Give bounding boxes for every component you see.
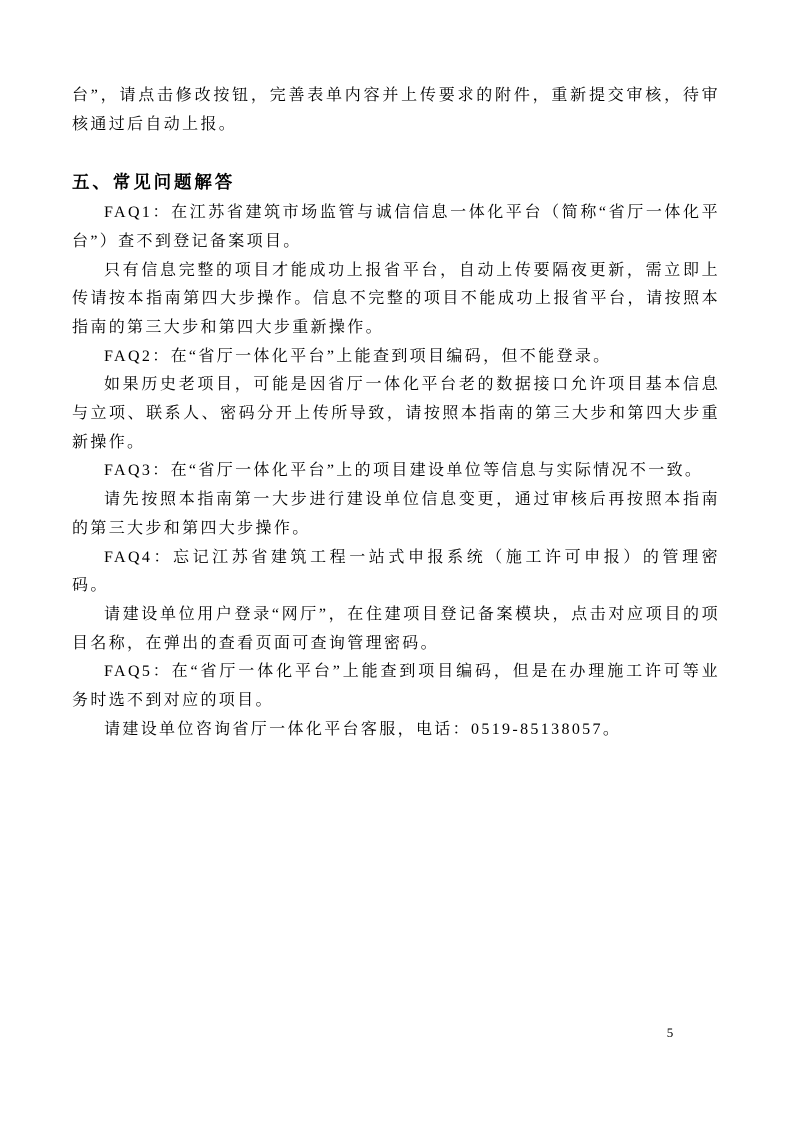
faq4-question: FAQ4：忘记江苏省建筑工程一站式申报系统（施工许可申报）的管理密码。	[72, 548, 720, 595]
document-body	[72, 82, 720, 744]
faq1-question: FAQ1：在江苏省建筑市场监管与诚信信息一体化平台（简称“省厅一体化平台”）查不到登记备案项目。	[72, 204, 720, 250]
faq2-question: FAQ2：在“省厅一体化平台”上能查到项目编码，但不能登录。	[104, 347, 612, 365]
faq1-answer: 只有信息完整的项目才能成功上报省平台，自动上传要隔夜更新，需立即上传请按本指南第四大步操作。信息不完整的项目不能成功上报省平台，请按照本指南的第三大步和第四大步重新操作。	[72, 261, 720, 336]
faq4-answer: 请建设单位用户登录“网厅”，在住建项目登记备案模块，点击对应项目的项目名称，在弹出的查看页面可查询管理密码。	[72, 605, 720, 652]
faq5-question: FAQ5：在“省厅一体化平台”上能查到项目编码，但是在办理施工许可等业务时选不到对应的项目。	[72, 663, 720, 710]
paragraph-continuation: 台”，请点击修改按钮，完善表单内容并上传要求的附件，重新提交审核，待审核通过后自动上报。	[72, 87, 720, 133]
faq5-answer: 请建设单位咨询省厅一体化平台客服，电话：0519-85138057。	[104, 720, 622, 738]
faq3-answer: 请先按照本指南第一大步进行建设单位信息变更，通过审核后再按照本指南的第三大步和第四大步操作。	[72, 491, 720, 537]
faq3-question: FAQ3：在“省厅一体化平台”上的项目建设单位等信息与实际情况不一致。	[104, 462, 704, 480]
page-number: 5	[666, 1025, 674, 1040]
section-heading: 五、常见问题解答	[72, 172, 236, 193]
faq2-answer: 如果历史老项目，可能是因省厅一体化平台老的数据接口允许项目基本信息与立项、联系人、密码分开上传所导致，请按照本指南的第三大步和第四大步重新操作。	[72, 376, 720, 451]
